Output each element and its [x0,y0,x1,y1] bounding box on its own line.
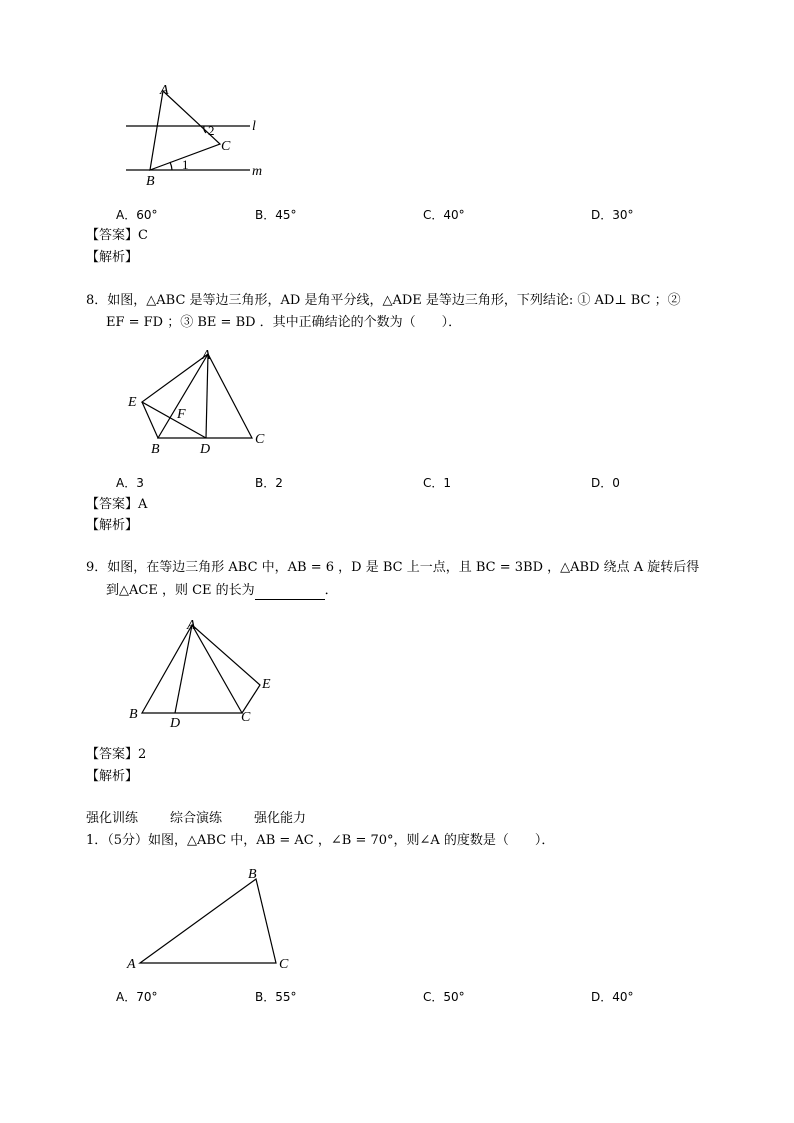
segment-eb [142,402,158,438]
label-angle-1: 1 [182,157,189,172]
q1-option-d: D．40° [591,990,634,1004]
q9-stem-line2-end: ． [324,583,338,598]
triangle-abc [158,354,252,438]
q9-answer-blank[interactable] [255,586,325,600]
label-c: C [255,432,265,447]
q9-stem-line2-text: 到△ACE ，则 CE 的长为 [106,583,255,598]
q9-figure [124,614,284,734]
label-angle-2: 2 [208,123,215,138]
label-a: A [187,618,196,633]
q7-option-a: A．60° [116,208,158,222]
label-c: C [221,139,231,154]
q7-option-d: D．30° [591,208,634,222]
q8-answer: 【答案】A [86,497,148,512]
q8-figure [120,342,280,460]
label-c: C [241,710,251,725]
q7-option-c: C．40° [423,208,465,222]
triangle-abc [140,879,276,963]
q1-option-b: B．55° [255,990,297,1004]
label-b: B [146,174,155,189]
q9-stem-line1: 9．如图，在等边三角形 ABC 中，AB = 6 ，D 是 BC 上一点，且 BC = 3BD ，△ABD 绕点 A 旋转后得 [86,560,700,575]
q8-analysis: 【解析】 [86,518,139,533]
segment-ad [206,354,208,438]
q7-option-b: B．45° [255,208,297,222]
angle-1-arc [170,162,172,170]
label-m: m [252,164,263,179]
q8-option-b: B．2 [255,476,283,490]
q8-option-d: D．0 [591,476,620,490]
section-tag-1: 强化训练 [86,811,139,826]
label-e: E [262,677,271,692]
segment-ad [175,625,192,713]
q1-option-c: C．50° [423,990,465,1004]
q8-option-a: A．3 [116,476,144,490]
q8-stem-line2: EF = FD ；③ BE = BD ．其中正确结论的个数为（ ）． [106,315,462,330]
q1-figure [118,862,308,974]
label-a: A [127,957,136,972]
q7-answer: 【答案】C [86,228,148,243]
triangle-abc [142,625,242,713]
triangle-ace [192,625,260,713]
q8-option-c: C．1 [423,476,452,490]
label-b: B [248,867,257,882]
q9-analysis: 【解析】 [86,769,139,784]
q7-figure [110,78,280,190]
q9-stem-line2 [106,582,338,600]
q9-answer: 【答案】2 [86,747,147,762]
q1-option-a: A．70° [116,990,158,1004]
q1-stem: 1．（5分）如图，△ABC 中，AB = AC ，∠B = 70°，则∠A 的度数是（ ）． [86,833,555,848]
label-d: D [170,716,181,731]
label-e: E [128,395,137,410]
label-b: B [151,442,160,457]
label-d: D [200,442,211,457]
section-tag-2: 综合演练 [170,811,223,826]
label-b: B [129,707,138,722]
label-l: l [252,119,256,134]
label-a: A [202,348,211,363]
label-f: F [177,407,186,422]
label-c: C [279,957,289,972]
section-tag-3: 强化能力 [254,811,307,826]
q8-stem-line1: 8．如图，△ABC 是等边三角形，AD 是角平分线，△ADE 是等边三角形，下列结论: ① AD⊥ BC ；② [86,293,681,308]
q7-analysis: 【解析】 [86,250,139,265]
label-a: A [160,83,169,98]
